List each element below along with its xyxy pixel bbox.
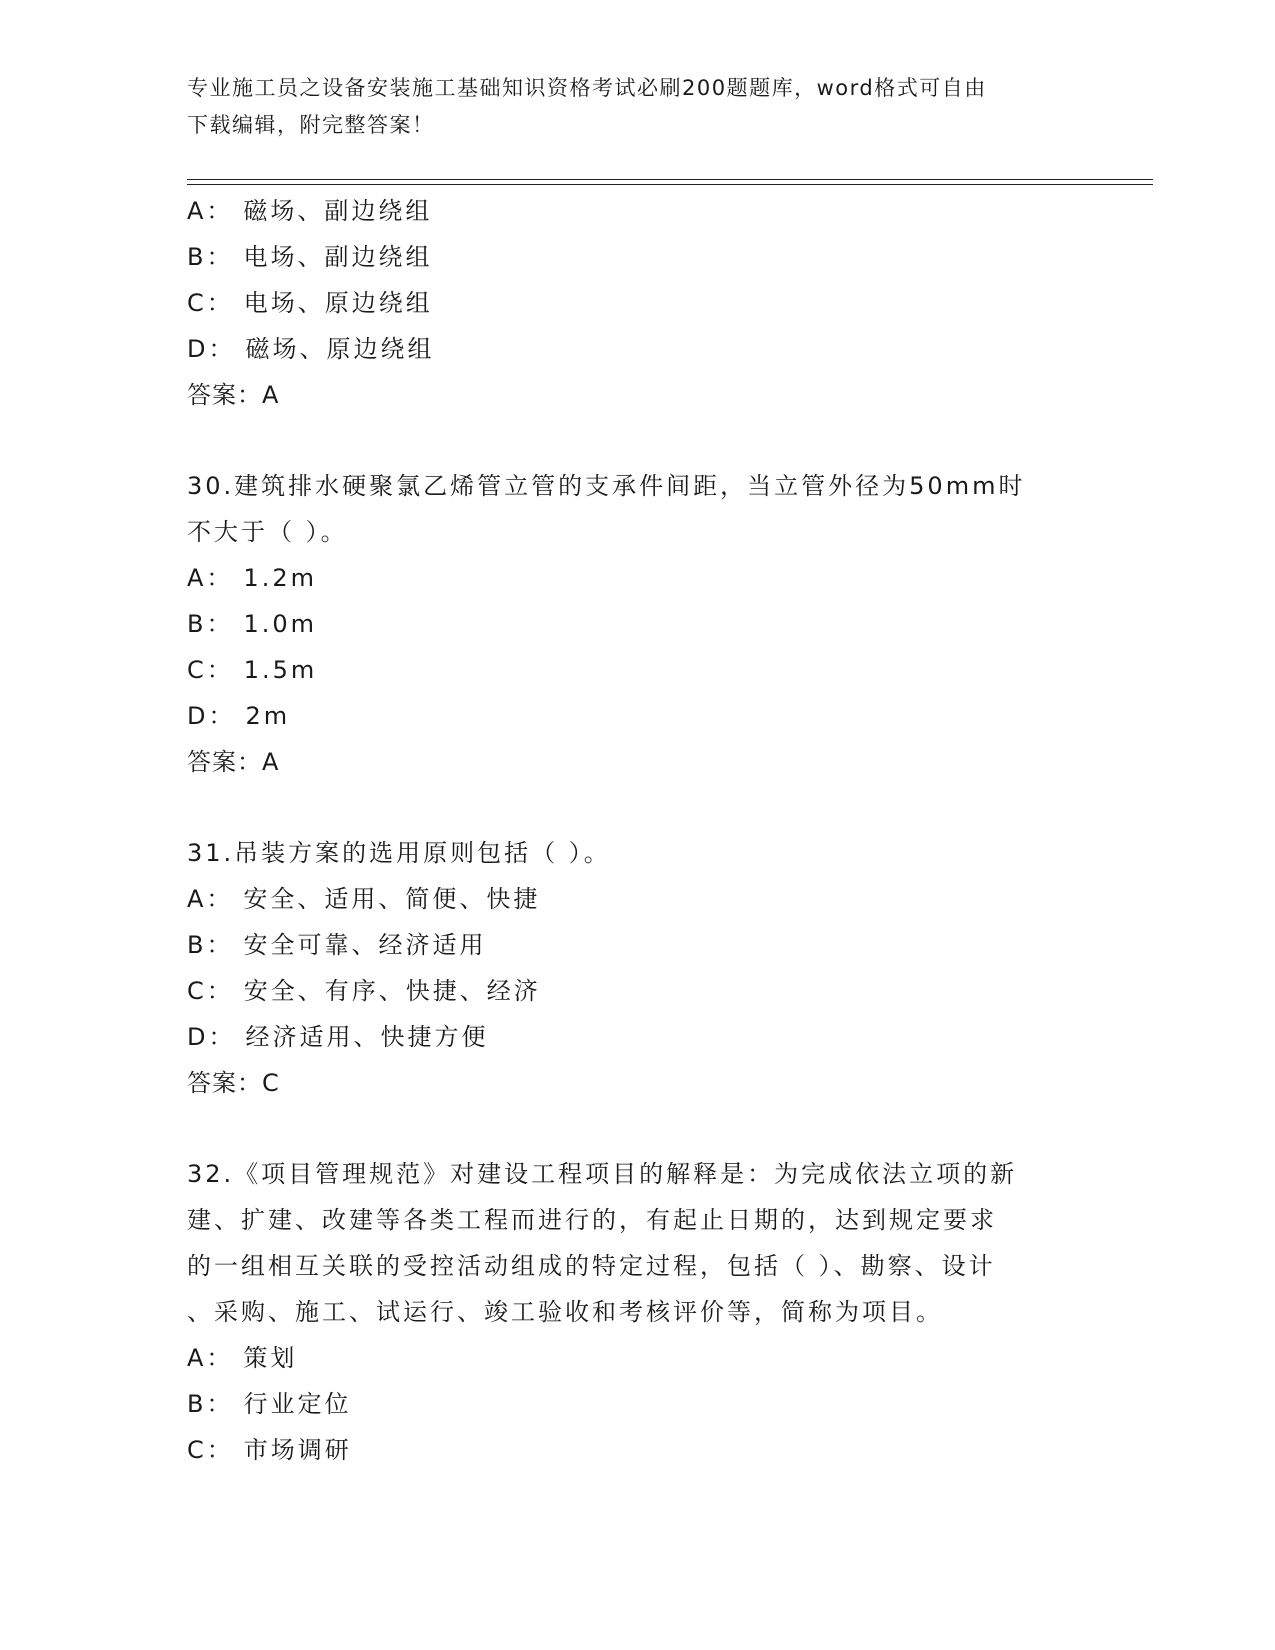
option-letter: D： (187, 1023, 236, 1051)
option-c (187, 968, 1087, 1014)
spacer (187, 1106, 1087, 1151)
question-31 (187, 830, 1087, 1106)
option-c (187, 1427, 1087, 1473)
option-a (187, 876, 1087, 922)
option-d (187, 693, 1087, 739)
option-text: 安全、有序、快捷、经济 (243, 977, 541, 1005)
option-b (187, 601, 1087, 647)
option-text: 1.5m (243, 656, 318, 684)
option-letter: C： (187, 656, 234, 684)
option-letter: B： (187, 610, 234, 638)
option-text: 磁场、原边绕组 (245, 335, 435, 363)
question-29 (187, 188, 1087, 418)
option-d (187, 326, 1087, 372)
option-letter: B： (187, 931, 234, 959)
option-letter: A： (187, 885, 234, 913)
question-text-line: 30.建筑排水硬聚氯乙烯管立管的支承件间距，当立管外径为50mm时 (187, 472, 1026, 500)
question-text-line: 、采购、施工、试运行、竣工验收和考核评价等，简称为项目。 (187, 1298, 943, 1326)
option-letter: D： (187, 335, 236, 363)
option-letter: C： (187, 977, 234, 1005)
question-text-line: 建、扩建、改建等各类工程而进行的，有起止日期的，达到规定要求 (187, 1206, 997, 1234)
question-text-line: 的一组相互关联的受控活动组成的特定过程，包括（ ）、勘察、设计 (187, 1252, 996, 1280)
header-line-2: 下载编辑，附完整答案！ (187, 113, 435, 137)
option-letter: B： (187, 243, 234, 271)
option-text: 安全、适用、简便、快捷 (243, 885, 541, 913)
option-letter: C： (187, 1436, 234, 1464)
option-text: 电场、原边绕组 (243, 289, 433, 317)
option-b (187, 234, 1087, 280)
option-letter: A： (187, 1344, 234, 1372)
option-a (187, 188, 1087, 234)
option-letter: A： (187, 564, 234, 592)
option-text: 策划 (243, 1344, 298, 1372)
option-text: 行业定位 (243, 1390, 352, 1418)
option-letter: C： (187, 289, 234, 317)
spacer (187, 785, 1087, 830)
option-text: 2m (245, 702, 291, 730)
option-a (187, 555, 1087, 601)
option-text: 市场调研 (243, 1436, 352, 1464)
question-text-line: 不大于（ ）。 (187, 518, 348, 546)
answer-line: 答案：A (187, 381, 280, 409)
option-letter: B： (187, 1390, 234, 1418)
option-d (187, 1014, 1087, 1060)
header-rule-top (187, 179, 1153, 180)
option-letter: D： (187, 702, 236, 730)
header-line-1: 专业施工员之设备安装施工基础知识资格考试必刷200题题库，word格式可自由 (187, 76, 987, 100)
option-text: 1.0m (243, 610, 318, 638)
question-text-line: 31.吊装方案的选用原则包括（ ）。 (187, 839, 611, 867)
document-header (187, 70, 1077, 144)
answer-line: 答案：C (187, 1069, 280, 1097)
option-letter: A： (187, 197, 234, 225)
option-text: 经济适用、快捷方便 (245, 1023, 489, 1051)
question-30 (187, 463, 1087, 785)
option-a (187, 1335, 1087, 1381)
option-b (187, 922, 1087, 968)
option-text: 磁场、副边绕组 (243, 197, 433, 225)
question-32 (187, 1151, 1087, 1473)
option-c (187, 280, 1087, 326)
spacer (187, 418, 1087, 463)
question-content (187, 188, 1087, 1473)
option-text: 安全可靠、经济适用 (243, 931, 487, 959)
option-text: 1.2m (243, 564, 317, 592)
answer-line: 答案：A (187, 748, 280, 776)
header-rule-bottom (187, 184, 1153, 185)
question-text-line: 32.《项目管理规范》对建设工程项目的解释是：为完成依法立项的新 (187, 1160, 1018, 1188)
option-b (187, 1381, 1087, 1427)
option-text: 电场、副边绕组 (243, 243, 433, 271)
option-c (187, 647, 1087, 693)
